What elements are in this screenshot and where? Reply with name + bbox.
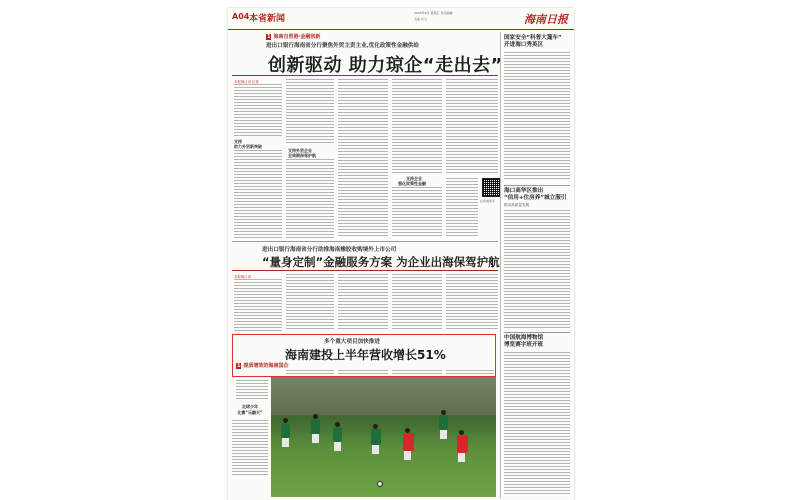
photo-background [271, 377, 496, 415]
right-story-title: 海口高华区推出 [504, 188, 544, 194]
text-column [392, 370, 442, 376]
second-story-byline: 本报海口讯 [234, 275, 251, 279]
second-story-headline: “量身定制”金融服务方案 为企业出海保驾护航 [262, 255, 500, 269]
highlight-story-headline: 海南建投上半年营收增长51% [285, 348, 446, 362]
headline-rule [232, 75, 498, 76]
top-story-kicker [266, 33, 320, 40]
date-line: 2025年8月 星期五 责任编辑 [414, 11, 453, 15]
text-column [392, 79, 442, 175]
text-column [504, 352, 570, 496]
player-figure [457, 435, 468, 453]
page-number: A04 [232, 12, 250, 21]
text-column [338, 274, 388, 331]
player-figure [371, 429, 381, 445]
qr-caption: 扫码看更多 [480, 199, 496, 203]
right-story-title: 中国航海博物馆 [504, 335, 544, 341]
kicker-tag: 1 [267, 34, 271, 40]
kicker-text: 海南自贸港·金融创新 [273, 34, 321, 40]
text-column [446, 178, 478, 238]
second-story-deck: 进出口银行海南省分行助推海南橡胶收购境外上市公司 [262, 247, 397, 253]
right-story-title: 开进海口秀英区 [504, 42, 544, 48]
photo-caption-title: 比赛“乐翻天” [237, 410, 263, 415]
text-column [446, 274, 498, 331]
text-column [504, 52, 570, 180]
highlight-story-deck: 多个重大项目加快推进 [324, 339, 380, 345]
text-column [286, 159, 334, 238]
subsection-title: 助力外贸新突破 [234, 144, 262, 149]
editor-line: 美编 校对 [414, 17, 427, 21]
kicker-text: 提质增效的海南国企 [243, 363, 289, 369]
text-column [234, 279, 282, 331]
top-story-headline: 创新驱动 助力琼企“走出去” [268, 55, 503, 76]
player-figure [311, 419, 320, 434]
section-divider [232, 241, 498, 242]
football [377, 481, 383, 487]
text-column [446, 370, 494, 376]
subsection-title: 支持企业 [406, 176, 422, 181]
subsection-title: 支持外贸企业 [288, 148, 312, 153]
football-photo [271, 377, 496, 497]
section-divider [504, 185, 570, 186]
text-column [446, 79, 498, 175]
top-story-deck: 进出口银行海南省分行聚焦外贸主责主业,优化政策性金融供给 [266, 43, 419, 49]
text-column [338, 79, 388, 238]
newspaper-logo: 海南日报 [524, 13, 568, 26]
text-column [234, 84, 282, 136]
subsection-title: 强化政策性金融 [398, 181, 426, 186]
headline-rule [232, 270, 498, 271]
player-figure [403, 433, 414, 451]
player-figure [439, 415, 448, 430]
player-figure [281, 423, 290, 438]
text-column [504, 210, 570, 328]
right-story-title: “信用+住房养”城立服引 [504, 195, 567, 201]
section-name: 本省新闻 [249, 14, 286, 24]
text-column [234, 150, 282, 238]
newspaper-page [228, 8, 574, 500]
text-column [338, 370, 388, 376]
column-divider [500, 32, 501, 498]
kicker-tag: 1 [237, 363, 241, 369]
section-divider [504, 332, 570, 333]
player-figure [333, 427, 342, 442]
text-column [236, 380, 268, 400]
text-column [286, 79, 334, 145]
highlight-story-kicker [236, 362, 289, 369]
text-column [392, 274, 442, 331]
qr-code[interactable] [482, 178, 501, 197]
masthead [228, 8, 574, 30]
right-story-title: 博览赛字班开班 [504, 342, 544, 348]
right-story-subtitle: 推动高质量发展 [504, 203, 530, 207]
text-column [392, 187, 442, 238]
photo-caption-title: 足球少年 [242, 404, 258, 409]
caption-text [232, 420, 268, 476]
right-story-title: 国家安全“科普大篷车” [504, 35, 562, 41]
text-column [286, 370, 334, 376]
top-story-byline: 本报海口讯 记者 [234, 80, 259, 84]
subsection-title: 全周期保驾护航 [288, 153, 316, 158]
subsection-title: 支持 [234, 139, 242, 144]
text-column [286, 274, 334, 331]
